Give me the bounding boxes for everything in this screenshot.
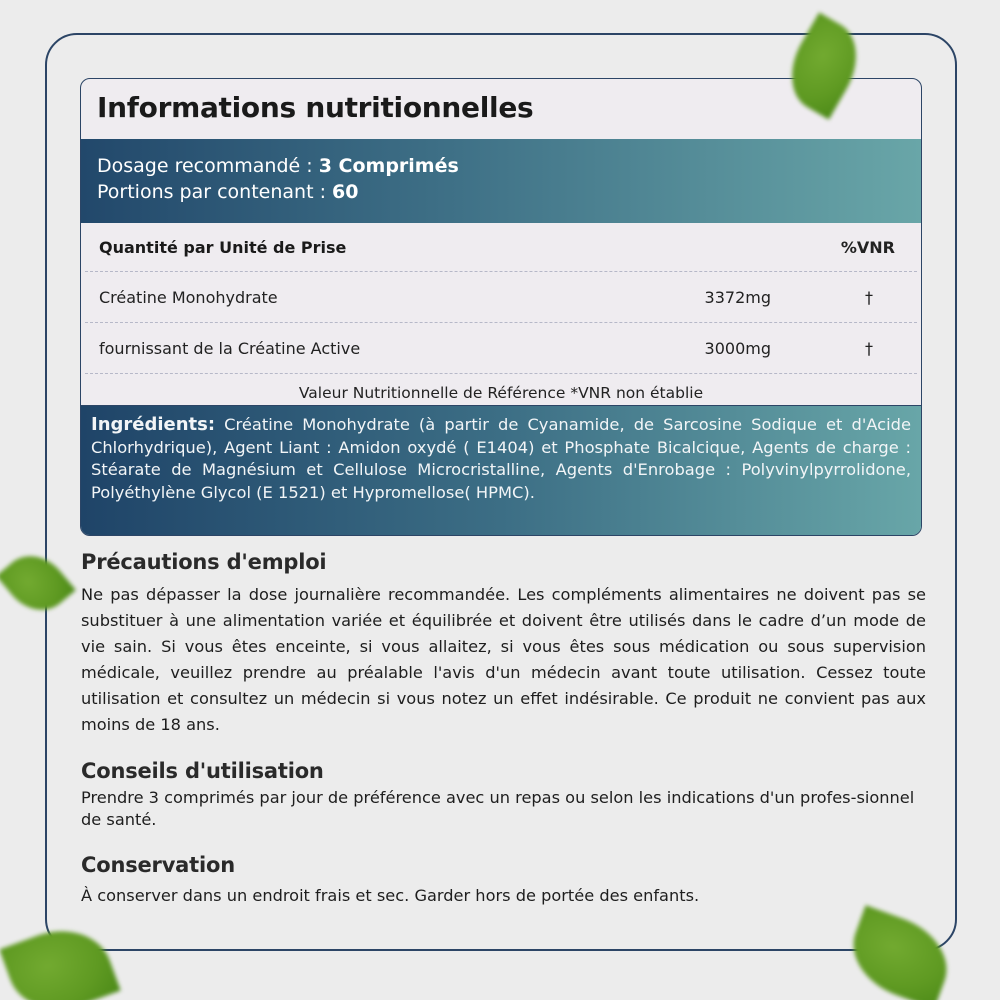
row-amount: 3372mg — [704, 287, 771, 307]
precautions-title: Précautions d'emploi — [81, 550, 327, 574]
portions-label: Portions par contenant : — [97, 181, 326, 203]
precautions-section — [81, 550, 926, 738]
conservation-text: À conserver dans un endroit frais et sec. Garder hors de portée des enfants. — [81, 886, 700, 905]
table-row — [85, 272, 917, 323]
portions-value: 60 — [332, 181, 359, 203]
dagger-icon: † — [865, 338, 873, 358]
table-row — [85, 323, 917, 374]
ingredients-block — [81, 405, 921, 535]
row-amount: 3000mg — [704, 338, 771, 358]
dosage-band — [81, 139, 921, 223]
header-quantity: Quantité par Unité de Prise — [99, 237, 347, 257]
conseils-text: Prendre 3 comprimés par jour de préférence avec un repas ou selon les indications d'un profes-sionnel de santé. — [81, 788, 915, 829]
header-vnr: %VNR — [840, 237, 895, 257]
dosage-value: 3 Comprimés — [318, 155, 459, 177]
nutrition-table — [81, 223, 921, 410]
dagger-icon: † — [865, 287, 873, 307]
ingredients-text: Créatine Monohydrate (à partir de Cyanamide, de Sarcosine Sodique et d'Acide Chlorhydrique), Agent Liant : Amidon oxydé ( E1404) et Phosphate Bicalcique, Agents de charge : Stéarate de Magnésium et Cellulose Microcristalline, Agents d'Enrobage : Polyvinylpyrrolidone, Polyéthylène Glycol (E 1521) et Hypromellose( HPMC). — [91, 415, 911, 502]
dosage-line — [97, 153, 905, 179]
nutrition-card — [80, 78, 922, 536]
conseils-title: Conseils d'utilisation — [81, 759, 324, 783]
row-label: Créatine Monohydrate — [99, 287, 278, 307]
conseils-section — [81, 759, 926, 831]
table-header — [85, 223, 917, 272]
conservation-title: Conservation — [81, 853, 235, 877]
conservation-section — [81, 853, 926, 907]
vnr-footnote: Valeur Nutritionnelle de Référence *VNR non établie — [298, 384, 704, 402]
precautions-text: Ne pas dépasser la dose journalière recommandée. Les compléments alimentaires ne doivent pas se substituer à une alimentation variée et équilibrée et doivent être utilisés dans le cadre d’un mode de vie sain. Si vous êtes enceinte, si vous allaitez, si vous êtes sous médication ou sous supervision médicale, veuillez prendre au préalable l'avis d'un médecin avant toute utilisation. Cessez toute utilisation et consultez un médecin si vous notez un effet indésirable. Ce produit ne convient pas aux moins de 18 ans. — [81, 585, 926, 734]
ingredients-label: Ingrédients: — [91, 414, 216, 435]
row-label: fournissant de la Créatine Active — [99, 338, 361, 358]
nutrition-title: Informations nutritionnelles — [97, 91, 534, 124]
portions-line — [97, 179, 905, 205]
dosage-label: Dosage recommandé : — [97, 155, 313, 177]
